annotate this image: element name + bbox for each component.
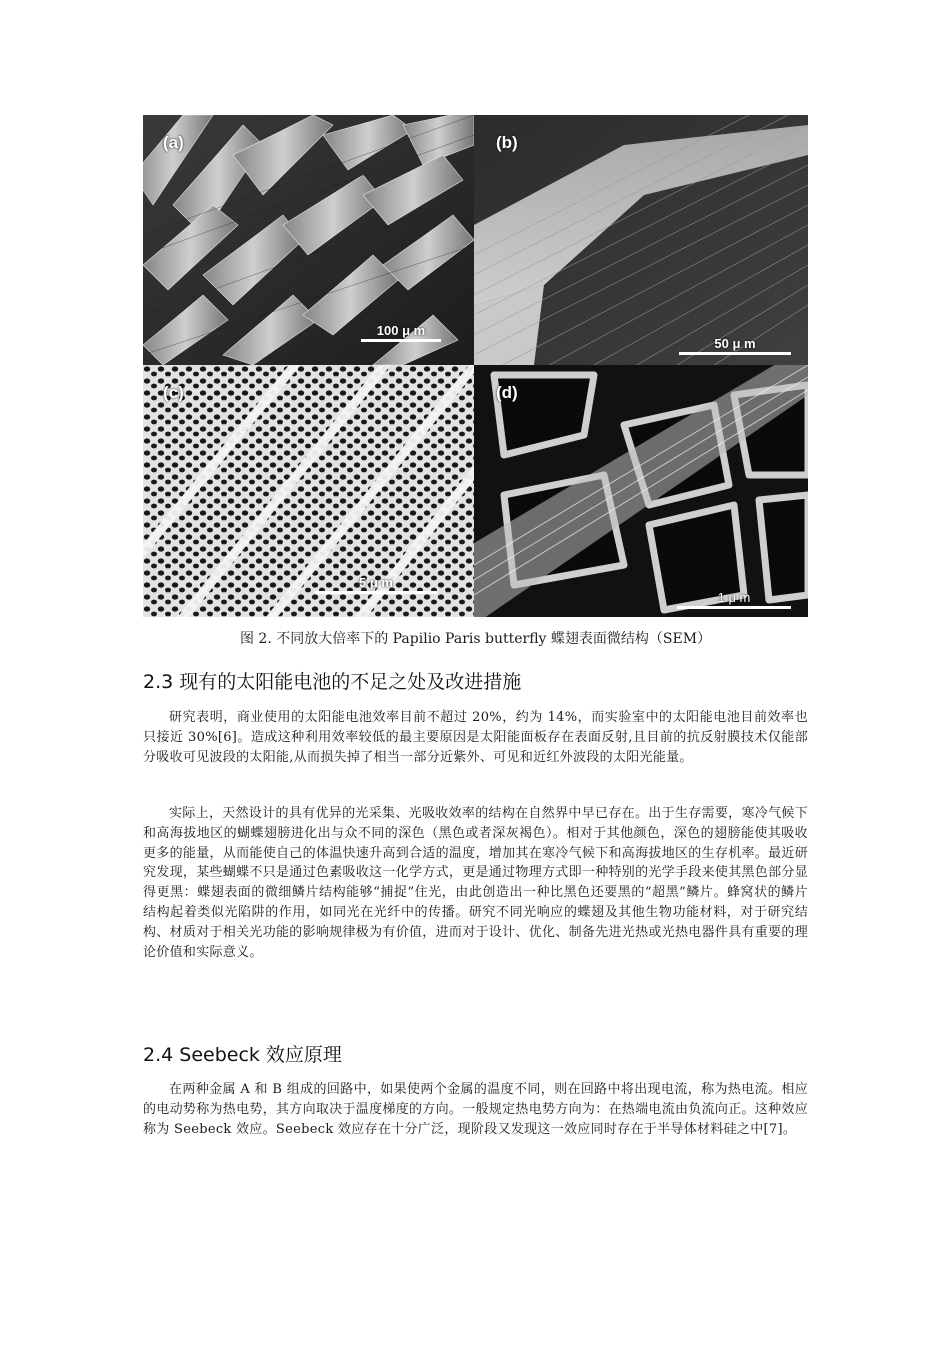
scale-label-c: 5 μ m: [359, 575, 393, 590]
sem-image-b: [474, 115, 808, 365]
panel-label-b: (b): [496, 133, 518, 152]
scale-label-b: 50 μ m: [714, 336, 756, 351]
scale-bar-a: [361, 323, 441, 342]
scale-bar-b: [679, 336, 791, 355]
paragraph-2-4-1: 在两种金属 A 和 B 组成的回路中，如果使两个金属的温度不同，则在回路中将出现电流，称为热电流。相应的电动势称为热电势，其方向取决于温度梯度的方向。一般规定热电势方向为：在热端电流由负流向正。这种效应称为 Seebeck 效应。Seebeck 效应存在十分广泛，现阶段又发现这一效应同时存在于半导体材料硅之中[7]。: [143, 1082, 809, 1137]
paragraph-2-3-2: 实际上，天然设计的具有优异的光采集、光吸收效率的结构在自然界中早已存在。出于生存需要，寒冷气候下和高海拔地区的蝴蝶翅膀进化出与众不同的深色（黑色或者深灰褐色）。相对于其他颜色，深色的翅膀能使其吸收更多的能量，从而能使自己的体温快速升高到合适的温度，增加其在寒冷气候下和高海拔地区的生存机率。最近研究发现，某些蝴蝶不只是通过色素吸收这一化学方式，更是通过物理方式即一种特别的光学手段来使其黑色部分显得更黑：蝶翅表面的微细鳞片结构能够“捕捉”住光，由此创造出一种比黑色还要黑的“超黑”鳞片。蜂窝状的鳞片结构起着类似光陷阱的作用，如同光在光纤中的传播。研究不同光响应的蝶翅及其他生物功能材料，对于研究结构、材质对于相关光功能的影响规律极为有价值，进而对于设计、优化、制备先进光热或光热电器件具有重要的理论价值和实际意义。: [143, 806, 809, 960]
scale-bar-c: [315, 575, 437, 594]
sem-panel-a: [143, 115, 474, 365]
sem-panel-c: [143, 365, 474, 617]
sem-panel-d: [474, 365, 808, 617]
paragraph-2-3-1: 研究表明，商业使用的太阳能电池效率目前不超过 20%，约为 14%，而实验室中的太阳能电池目前效率也只接近 30%[6]。造成这种利用效率较低的最主要原因是太阳能面板存在表面反射,且目前的抗反射膜技术仅能部分吸收可见波段的太阳能,从而损失掉了相当一部分近紫外、可见和近红外波段的太阳光能量。: [143, 710, 808, 765]
figure-caption: 图 2. 不同放大倍率下的 Papilio Paris butterfly 蝶翅表面微结构（SEM）: [239, 631, 712, 647]
panel-label-a: (a): [163, 133, 184, 152]
section-heading-2-4: 2.4 Seebeck 效应原理: [143, 1044, 342, 1066]
scale-bar-d: [677, 590, 791, 609]
panel-label-d: (d): [496, 383, 518, 402]
section-heading-2-3: 2.3 现有的太阳能电池的不足之处及改进措施: [143, 671, 522, 693]
scale-line-a: [361, 339, 441, 342]
scale-label-a: 100 μ m: [376, 323, 426, 338]
scale-line-b: [679, 352, 791, 355]
scale-line-d: [677, 606, 791, 609]
panel-label-c: (c): [163, 383, 184, 402]
sem-figure: [143, 115, 808, 617]
sem-image-d: [474, 365, 808, 617]
sem-panel-b: [474, 115, 808, 365]
scale-line-c: [315, 591, 437, 594]
scale-label-d: 1 μ m: [717, 590, 751, 605]
